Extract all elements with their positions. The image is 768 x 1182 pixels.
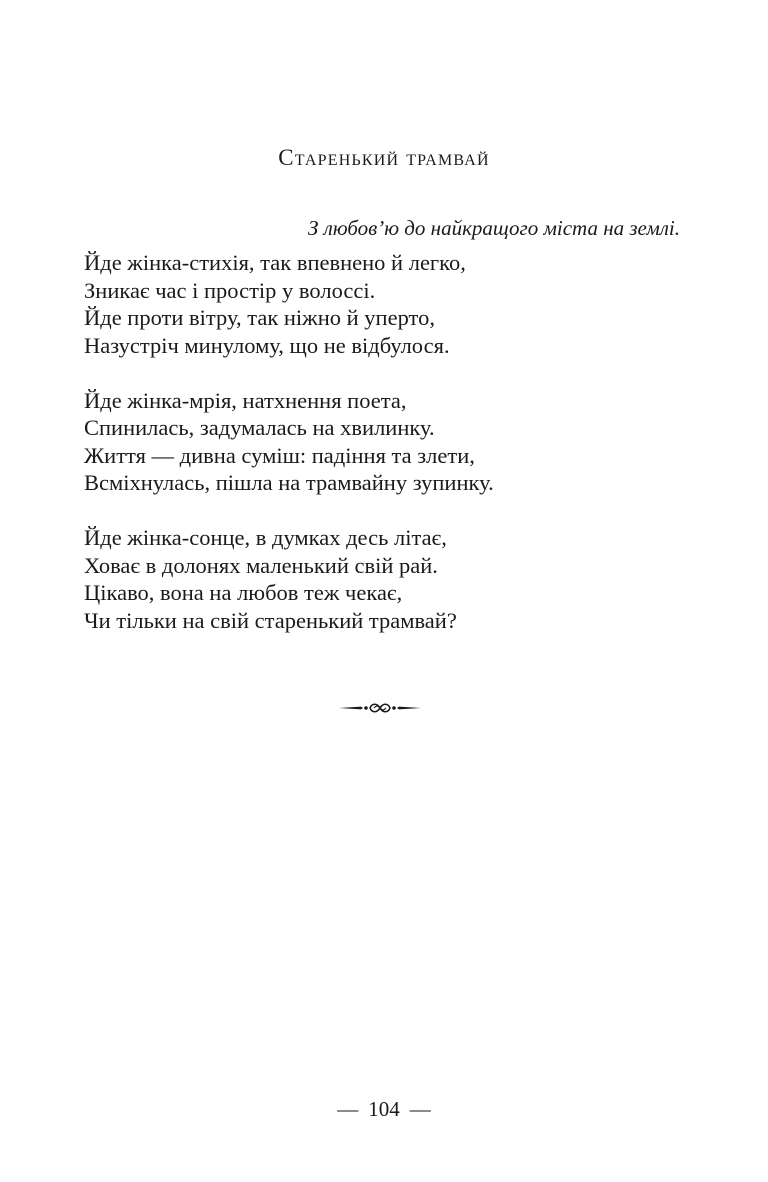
poem-line: Йде проти вітру, так ніжно й уперто, — [84, 305, 435, 330]
poem-line: Назустріч минулому, що не відбулося. — [84, 332, 450, 358]
dedication: З любов’ю до найкращого міста на землі. — [308, 216, 680, 240]
page-number-value: 104 — [368, 1097, 400, 1121]
poem-line: Спинилась, задумалась на хвилинку. — [84, 415, 435, 440]
poem-body — [84, 249, 494, 662]
stanza-3 — [84, 524, 494, 634]
poem-title: Старенький трамвай — [278, 145, 490, 170]
stanza-2 — [84, 387, 494, 497]
poem-line: Зникає час і простір у волоссі. — [84, 277, 376, 303]
page-number-dash-left: — — [337, 1097, 359, 1121]
stanza-1 — [84, 249, 494, 359]
page-number — [0, 1095, 768, 1123]
poem-line: Чи тільки на свій старенький трамвай? — [84, 607, 457, 633]
poem-line: Цікаво, вона на любов теж чекає, — [84, 580, 403, 605]
poem-line: Життя — дивна суміш: падіння та злети, — [84, 442, 475, 468]
ornament-divider-icon — [339, 700, 421, 716]
poem-line: Йде жінка-стихія, так впевнено й легко, — [84, 250, 466, 275]
poem-line: Всміхнулась, пішла на трамвайну зупинку. — [84, 470, 494, 495]
poem-line: Ховає в долонях маленький свій рай. — [84, 552, 438, 578]
poem-line: Йде жінка-мрія, натхнення поета, — [84, 387, 407, 413]
page-number-dash-right: — — [409, 1097, 431, 1121]
poem-line: Йде жінка-сонце, в думках десь літає, — [84, 525, 447, 550]
